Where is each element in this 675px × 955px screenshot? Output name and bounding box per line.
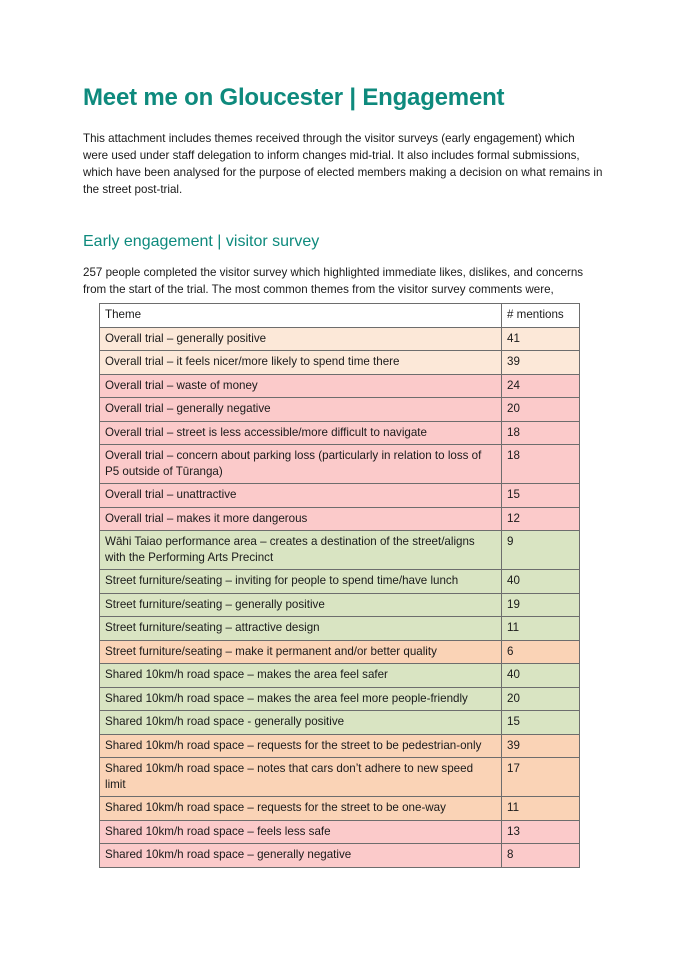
- themes-table: [99, 303, 580, 868]
- mentions-cell: 9: [502, 531, 580, 570]
- mentions-cell: 8: [502, 844, 580, 868]
- table-row: [100, 640, 580, 664]
- table-row: [100, 593, 580, 617]
- table-row: [100, 484, 580, 508]
- mentions-cell: 18: [502, 445, 580, 484]
- mentions-cell: 11: [502, 617, 580, 641]
- mentions-cell: 17: [502, 758, 580, 797]
- table-body: [100, 327, 580, 867]
- table-row: [100, 711, 580, 735]
- mentions-cell: 39: [502, 734, 580, 758]
- theme-cell: Street furniture/seating – inviting for people to spend time/have lunch: [100, 570, 502, 594]
- table-row: [100, 617, 580, 641]
- table-row: [100, 758, 580, 797]
- page-title: Meet me on Gloucester | Engagement: [83, 84, 505, 111]
- table-header-row: [100, 304, 580, 328]
- mentions-cell: 39: [502, 351, 580, 375]
- table-row: [100, 570, 580, 594]
- mentions-column-header: # mentions: [502, 304, 580, 328]
- theme-cell: Overall trial – street is less accessible/more difficult to navigate: [100, 421, 502, 445]
- theme-cell: Shared 10km/h road space – feels less safe: [100, 820, 502, 844]
- table-row: [100, 507, 580, 531]
- theme-cell: Shared 10km/h road space – makes the area feel more people-friendly: [100, 687, 502, 711]
- mentions-cell: 11: [502, 797, 580, 821]
- theme-cell: Overall trial – makes it more dangerous: [100, 507, 502, 531]
- theme-cell: Overall trial – generally negative: [100, 398, 502, 422]
- table-row: [100, 327, 580, 351]
- table-row: [100, 797, 580, 821]
- table-row: [100, 531, 580, 570]
- intro-paragraph: This attachment includes themes received through the visitor surveys (early engagement) which were used under staff delegation to inform changes mid-trial. It also includes formal submissions, which have been analysed for the purpose of elected members making a decision on what remains in the street post-trial.: [83, 132, 603, 196]
- mentions-cell: 24: [502, 374, 580, 398]
- mentions-cell: 13: [502, 820, 580, 844]
- mentions-cell: 20: [502, 398, 580, 422]
- theme-cell: Shared 10km/h road space - generally positive: [100, 711, 502, 735]
- theme-cell: Street furniture/seating – generally positive: [100, 593, 502, 617]
- section-heading: Early engagement | visitor survey: [83, 233, 320, 250]
- theme-cell: Shared 10km/h road space – requests for the street to be pedestrian-only: [100, 734, 502, 758]
- section-paragraph: 257 people completed the visitor survey which highlighted immediate likes, dislikes, and concerns from the start of the trial. The most common themes from the visitor survey comments were,: [83, 266, 584, 296]
- theme-cell: Wāhi Taiao performance area – creates a destination of the street/aligns with the Performing Arts Precinct: [100, 531, 502, 570]
- mentions-cell: 20: [502, 687, 580, 711]
- theme-cell: Street furniture/seating – make it permanent and/or better quality: [100, 640, 502, 664]
- table-row: [100, 421, 580, 445]
- mentions-cell: 40: [502, 570, 580, 594]
- theme-cell: Overall trial – concern about parking loss (particularly in relation to loss of P5 outside of Tūranga): [100, 445, 502, 484]
- table-row: [100, 398, 580, 422]
- theme-cell: Overall trial – generally positive: [100, 327, 502, 351]
- table-row: [100, 734, 580, 758]
- theme-column-header: Theme: [100, 304, 502, 328]
- mentions-cell: 40: [502, 664, 580, 688]
- mentions-cell: 12: [502, 507, 580, 531]
- table-row: [100, 445, 580, 484]
- mentions-cell: 6: [502, 640, 580, 664]
- mentions-cell: 41: [502, 327, 580, 351]
- mentions-cell: 15: [502, 484, 580, 508]
- theme-cell: Overall trial – unattractive: [100, 484, 502, 508]
- mentions-cell: 15: [502, 711, 580, 735]
- table-row: [100, 351, 580, 375]
- table-row: [100, 374, 580, 398]
- theme-cell: Overall trial – waste of money: [100, 374, 502, 398]
- table-row: [100, 844, 580, 868]
- theme-cell: Shared 10km/h road space – generally negative: [100, 844, 502, 868]
- theme-cell: Shared 10km/h road space – makes the area feel safer: [100, 664, 502, 688]
- theme-cell: Shared 10km/h road space – notes that cars don’t adhere to new speed limit: [100, 758, 502, 797]
- table-row: [100, 820, 580, 844]
- mentions-cell: 18: [502, 421, 580, 445]
- table-row: [100, 687, 580, 711]
- theme-cell: Street furniture/seating – attractive design: [100, 617, 502, 641]
- table-row: [100, 664, 580, 688]
- theme-cell: Overall trial – it feels nicer/more likely to spend time there: [100, 351, 502, 375]
- theme-cell: Shared 10km/h road space – requests for the street to be one-way: [100, 797, 502, 821]
- mentions-cell: 19: [502, 593, 580, 617]
